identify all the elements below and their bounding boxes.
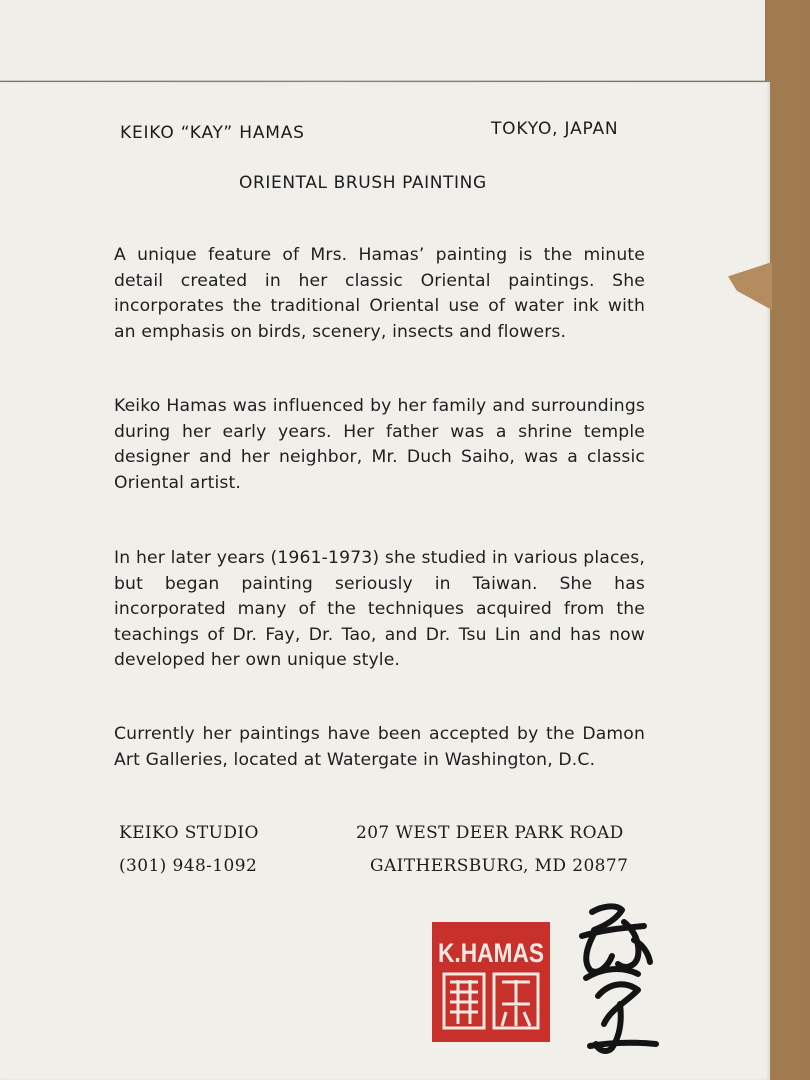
studio-city: GAITHERSBURG, MD 20877 — [370, 856, 629, 876]
artist-location: TOKYO, JAPAN — [491, 119, 619, 139]
paragraph-feature: A unique feature of Mrs. Hamas’ painting is the minute detail created in her classic Oriental paintings. She incorporates the traditional Oriental use of water ink with an emphasis on birds, scenery, insects and flowers. — [114, 245, 645, 342]
handwritten-signature — [572, 900, 662, 1060]
seal-text: K.HAMAS — [438, 938, 544, 968]
studio-name: KEIKO STUDIO — [119, 823, 259, 843]
artist-name: KEIKO “KAY” HAMAS — [120, 123, 305, 143]
studio-street: 207 WEST DEER PARK ROAD — [356, 823, 624, 843]
paragraph-influence: Keiko Hamas was influenced by her family and surroundings during her early years. Her father was a shrine temple designer and her neighbor, Mr. Duch Saiho, was a classic Oriental artist. — [114, 396, 645, 493]
card-top-flap — [0, 0, 765, 81]
seal-glyphs — [432, 922, 550, 1042]
studio-phone: (301) 948-1092 — [119, 856, 258, 876]
page-title: ORIENTAL BRUSH PAINTING — [239, 173, 487, 193]
paragraph-galleries: Currently her paintings have been accepted by the Damon Art Galleries, located at Watergate in Washington, D.C. — [114, 724, 645, 770]
paragraph-later-years: In her later years (1961-1973) she studied in various places, but began painting seriously in Taiwan. She has incorporated many of the techniques acquired from the teachings of Dr. Fay, Dr. Tao, and Dr. Tsu Lin and has now developed her own unique style. — [114, 548, 645, 671]
artist-seal — [432, 922, 550, 1042]
